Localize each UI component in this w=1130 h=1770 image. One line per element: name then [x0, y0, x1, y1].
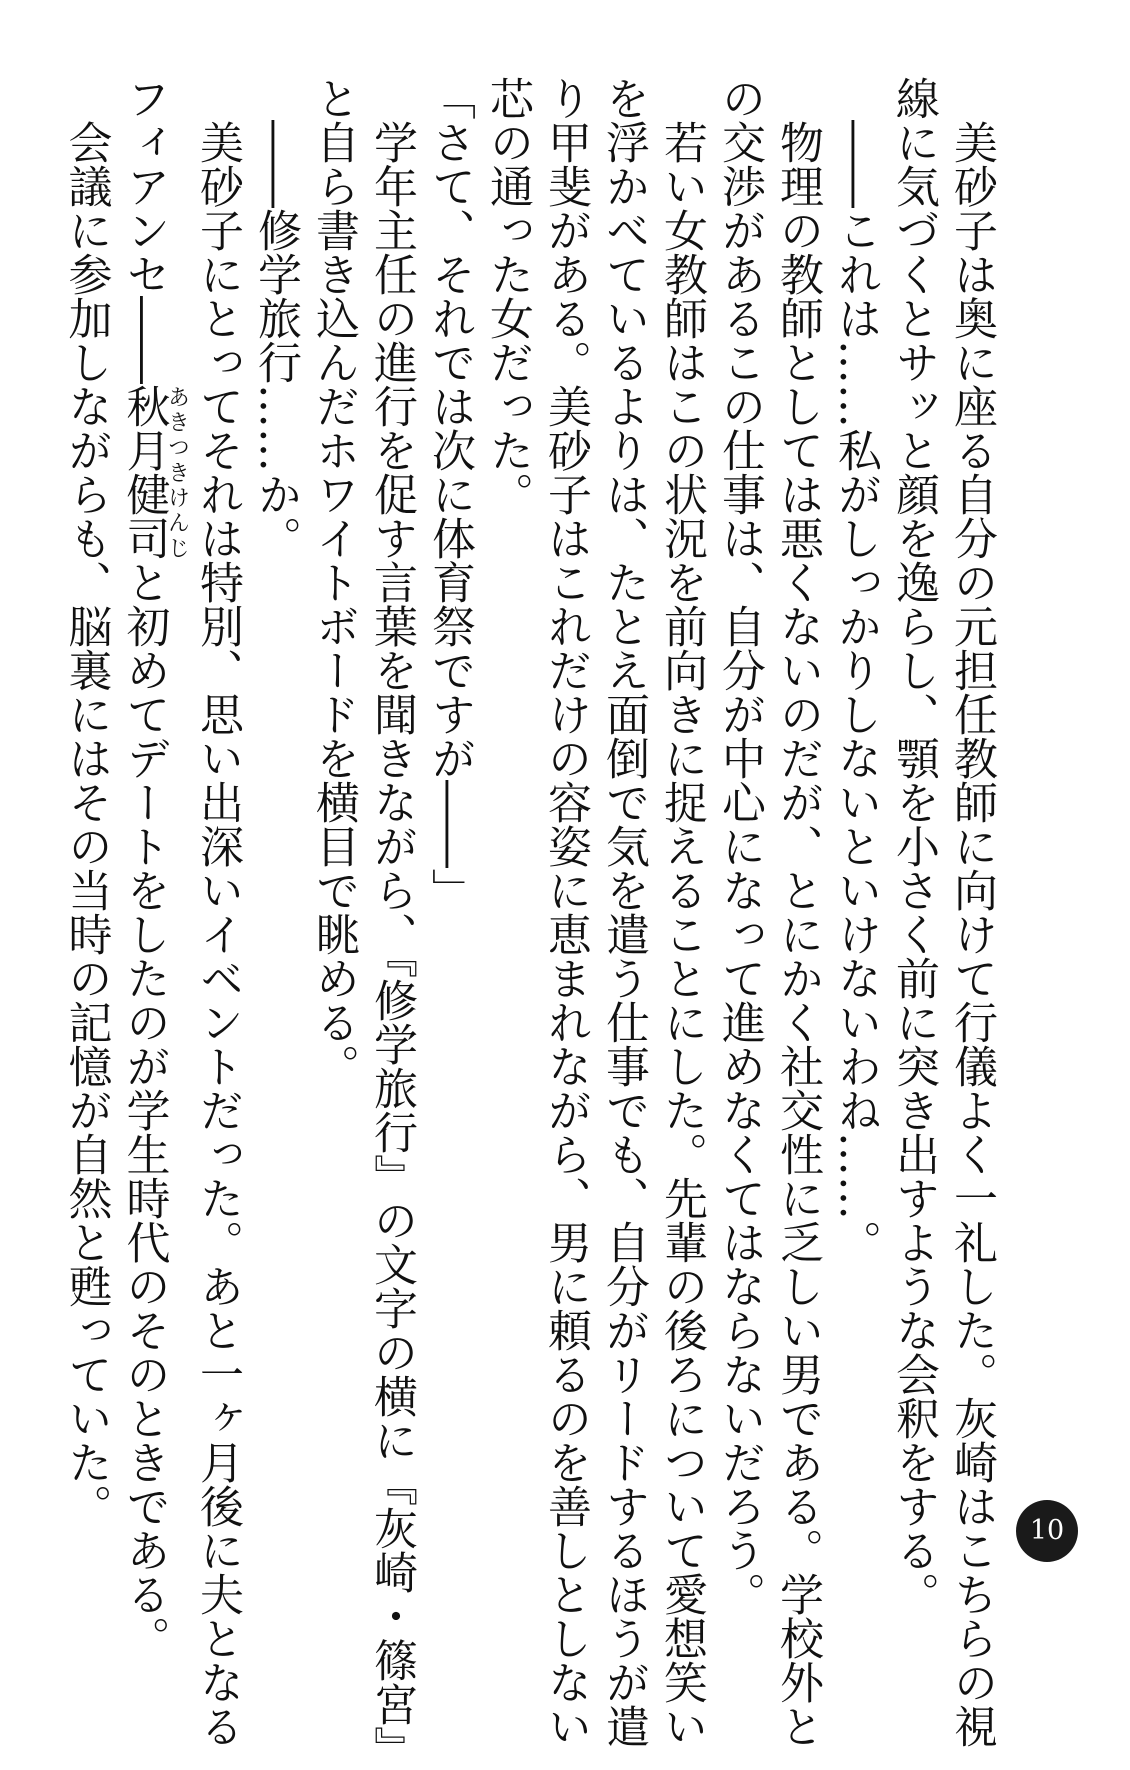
paragraph: [420, 76, 478, 1396]
text-line: 学年主任の進行を促す言葉を聞きながら、『修学旅行』の文字の横に『灰崎・篠宮』: [366, 76, 417, 1770]
text-line: り甲斐がある。美砂子はこれだけの容姿に恵まれながら、男に頼るのを善しとしない: [540, 76, 591, 1748]
paragraph: [304, 76, 420, 1770]
text-line: ――これは……私がしっかりしないといけないわね……。: [830, 76, 881, 1264]
text-line: の交渉があるこの仕事は、自分が中心になって進めなくてはならないだろう。: [714, 76, 765, 1616]
text-line: 美砂子にとってそれは特別、思い出深いイベントだった。あと一ヶ月後に夫となる: [192, 76, 243, 1748]
vertical-body-text: [57, 76, 1001, 1770]
paragraph: [57, 76, 247, 1748]
text-line: 芯の通った女だった。: [482, 76, 533, 516]
text-segment: フィアンセ――: [118, 76, 170, 384]
text-line: 若い女教師はこの状況を前向きに捉えることにした。先輩の後ろについて愛想笑い: [656, 76, 707, 1748]
paragraph: [884, 76, 1000, 1748]
text-line: を浮かべているよりは、たとえ面倒で気を遣う仕事でも、自分がリードするほうが遣: [598, 76, 649, 1748]
ruby-reading: あきつきけんじ: [164, 384, 190, 560]
text-segment: と初めてデートをしたのが学生時代のそのときである。: [118, 560, 170, 1660]
page-number-badge: 10: [1016, 1500, 1078, 1562]
paragraph: [246, 76, 304, 1396]
ruby-line: [115, 76, 190, 1660]
text-line: 線に気づくとサッと顔を逸らし、顎を小さく前に突き出すような会釈をする。: [888, 76, 939, 1616]
text-line: 美砂子は奥に座る自分の元担任教師に向けて行儀よく一礼した。灰崎はこちらの視: [946, 76, 997, 1748]
text-line: 物理の教師としては悪くないのだが、とにかく社交性に乏しい男である。学校外と: [772, 76, 823, 1748]
dialogue-line: 「さて、それでは次に体育祭ですが――」: [424, 76, 475, 912]
text-line: ――修学旅行……か。: [250, 76, 301, 560]
name-ruby: [118, 384, 190, 560]
ruby-base: 秋月健司: [118, 384, 170, 560]
text-line: と自ら書き込んだホワイトボードを横目で眺める。: [308, 76, 359, 1088]
text-line: 会議に参加しながらも、脳裏にはその当時の記憶が自然と甦っていた。: [60, 76, 112, 1528]
paragraph: [826, 76, 884, 1396]
paragraph: [478, 76, 826, 1748]
